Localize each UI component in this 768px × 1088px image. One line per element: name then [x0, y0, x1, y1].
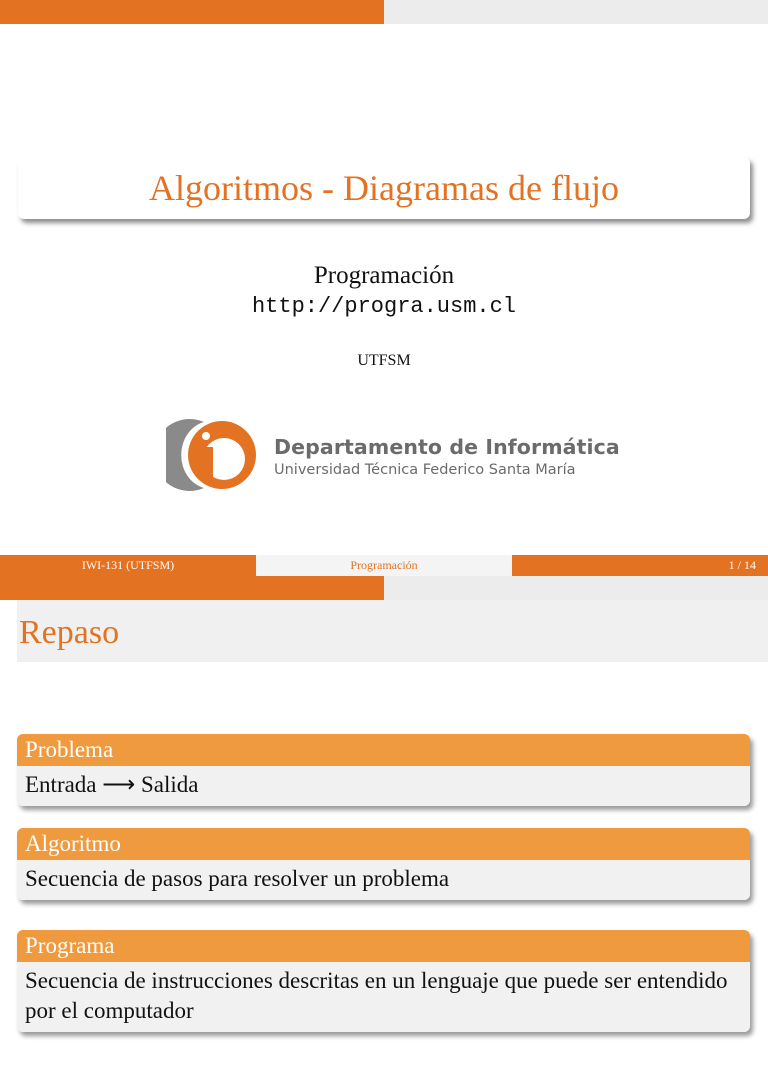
footer-course: IWI-131 (UTFSM) [0, 555, 256, 576]
block-body: Entrada ⟶ Salida [17, 766, 750, 806]
progress-bar-orange [0, 0, 384, 24]
course-url: http://progra.usm.cl [251, 294, 517, 319]
slide-subtitle: Programación [313, 262, 455, 289]
block-body: Secuencia de instrucciones descritas en un lenguaje que puede ser entendido por el computador [17, 962, 750, 1032]
block-problema [17, 734, 750, 806]
block-programa [17, 930, 750, 1032]
repaso-slide [0, 576, 768, 1088]
department-logo-icon [166, 416, 262, 494]
slide-footer [0, 555, 768, 576]
frame-title: Repaso [19, 614, 120, 651]
footer-title: Programación [256, 555, 512, 576]
block-body: Secuencia de pasos para resolver un problema [17, 860, 750, 900]
progress-bar-grey [384, 576, 768, 600]
frame-title-bar [17, 600, 768, 662]
top-progress-bar [0, 576, 768, 600]
footer-page-number: 1 / 14 [512, 555, 768, 576]
logo-department-name: Departamento de Informática [274, 435, 620, 459]
institution: UTFSM [357, 352, 411, 369]
logo-university-name: Universidad Técnica Federico Santa María [274, 462, 576, 478]
progress-bar-orange [0, 576, 384, 600]
block-title: Algoritmo [17, 828, 750, 860]
top-progress-bar [0, 0, 768, 24]
progress-bar-grey [384, 0, 768, 24]
slide-title: Algoritmos - Diagramas de flujo [149, 168, 619, 208]
block-title: Programa [17, 930, 750, 962]
block-title: Problema [17, 734, 750, 766]
block-algoritmo [17, 828, 750, 900]
title-slide [0, 0, 768, 512]
title-box [18, 157, 750, 219]
department-logo [166, 416, 620, 494]
